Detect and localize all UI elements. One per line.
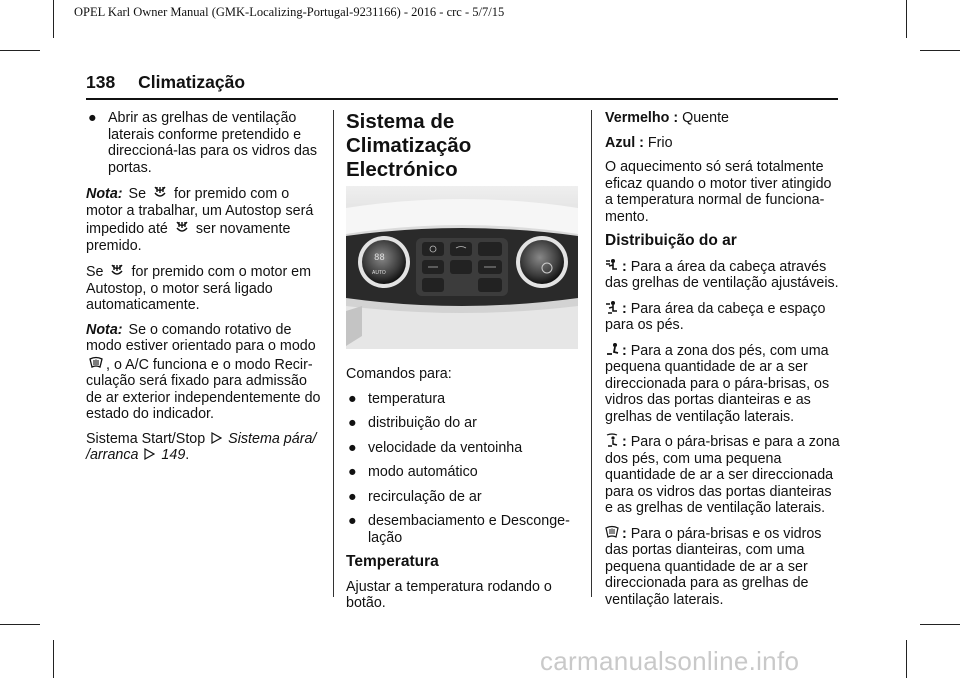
column-right bbox=[605, 110, 841, 616]
controls-intro: Comandos para: bbox=[346, 366, 452, 382]
fan-knob bbox=[516, 236, 568, 288]
column-divider bbox=[333, 110, 334, 597]
reference-page[interactable]: 149 bbox=[161, 447, 186, 463]
temperature-knob bbox=[358, 236, 410, 288]
list-item: ● modo automático bbox=[348, 464, 478, 480]
paragraph: Ajustar a temperatura rodando o botão. bbox=[346, 578, 552, 611]
document-info: OPEL Karl Owner Manual (GMK-Localizing-Portugal-9231166) - 2016 - crc - 5/7/15 bbox=[74, 5, 505, 19]
crop-mark bbox=[906, 0, 907, 38]
list-item: ● desembaciamento e Descongelação bbox=[348, 513, 570, 546]
paragraph: O aquecimento só será totalmente eficaz quando o motor tiver atingido a temperatura normal de funcionamento. bbox=[605, 159, 832, 225]
ac-fan-icon bbox=[109, 262, 125, 279]
defrost-icon bbox=[605, 525, 619, 540]
list-item: : Para área da cabeça e espaço para os pés. bbox=[605, 300, 826, 333]
subsection-heading: Temperatura bbox=[346, 553, 439, 570]
button-panel bbox=[416, 238, 508, 296]
header-rule bbox=[86, 98, 838, 100]
knob-display: 88 bbox=[374, 253, 385, 263]
feet-icon bbox=[605, 342, 619, 357]
knob-auto-label: AUTO bbox=[372, 270, 386, 276]
column-middle-lower bbox=[346, 366, 582, 620]
crop-mark bbox=[0, 624, 40, 625]
head-vent-icon bbox=[605, 258, 619, 273]
head-feet-icon bbox=[605, 300, 619, 315]
paragraph: Azul : Frio bbox=[605, 134, 673, 151]
section-heading: Sistema de Climatização Electrónico bbox=[346, 110, 472, 181]
list-item: ● velocidade da ventoinha bbox=[348, 439, 523, 456]
section-title: Climatização bbox=[138, 72, 246, 92]
crop-mark bbox=[0, 50, 40, 51]
list-item: ● distribuição do ar bbox=[348, 415, 477, 431]
subsection-heading: Distribuição do ar bbox=[605, 232, 737, 249]
ac-fan-icon bbox=[174, 219, 190, 236]
crop-mark bbox=[906, 640, 907, 678]
cross-reference: Sistema Start/Stop Sistema pára/ /arranca 149. bbox=[86, 430, 317, 463]
page-number: 138 bbox=[86, 72, 116, 92]
ac-fan-icon bbox=[152, 184, 168, 201]
list-item: : Para a zona dos pés, com uma pequena quantidade de ar a ser direccionada para o pára-brisas, os vidros das portas dianteiras e as grelhas de ventilação laterais. bbox=[605, 342, 830, 425]
list-item: ● Abrir as grelhas de ventilação laterais conforme pretendido e direccioná-las para os vidros das portas. bbox=[88, 110, 317, 176]
crop-mark bbox=[53, 640, 54, 678]
column-divider bbox=[591, 110, 592, 597]
note-paragraph: Nota: Se o comando rotativo de modo estiver orientado para o modo , o A/C funciona e o modo Recirculação será fixado para admissão de ar exterior independentemente do estado do indicador. bbox=[86, 321, 321, 422]
page-header bbox=[86, 72, 245, 93]
column-middle bbox=[346, 110, 582, 182]
list-item: ● temperatura bbox=[348, 390, 446, 407]
climate-control-panel-image bbox=[346, 186, 578, 349]
windshield-feet-icon bbox=[605, 433, 619, 448]
list-item: : Para a área da cabeça através das grelhas de ventilação ajustáveis. bbox=[605, 258, 839, 291]
defrost-icon bbox=[88, 355, 104, 372]
crop-mark bbox=[920, 624, 960, 625]
crop-mark bbox=[53, 0, 54, 38]
reference-arrow-icon bbox=[211, 432, 222, 444]
list-item: : Para o pára-brisas e os vidros das portas dianteiras, com uma pequena quantidade de ar a ser direccionada para as grelhas de ventilação laterais. bbox=[605, 525, 822, 608]
list-item: ● recirculação de ar bbox=[348, 488, 482, 505]
crop-mark bbox=[920, 50, 960, 51]
list-item: : Para o pára-brisas e para a zona dos pés, com uma pequena quantidade de ar a ser direccionada para os vidros das portas dianteiras e as grelhas de ventilação laterais. bbox=[605, 434, 840, 516]
column-left bbox=[86, 110, 321, 472]
reference-arrow-icon bbox=[144, 448, 155, 460]
reference-link[interactable]: Sistema pára/ /arranca bbox=[86, 430, 317, 463]
paragraph: Se for premido com o motor em Autostop, o motor será ligado automaticamente. bbox=[86, 264, 312, 313]
note-paragraph: Nota: Se for premido com o motor a trabalhar, um Autostop será impedido até ser novamente premido. bbox=[86, 186, 314, 254]
paragraph: Vermelho : Quente bbox=[605, 110, 729, 126]
watermark: carmanualsonline.info bbox=[540, 646, 800, 676]
